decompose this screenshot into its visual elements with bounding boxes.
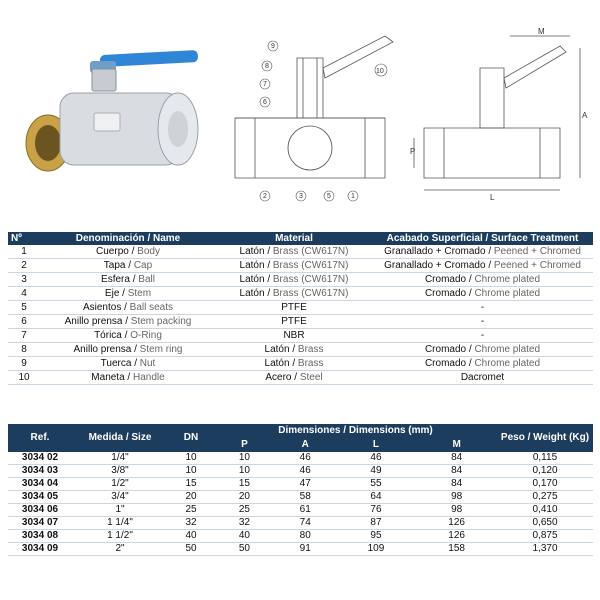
part-number: 4 — [8, 287, 40, 301]
part-treatment: - — [372, 315, 593, 329]
dim-a-cell: 58 — [275, 491, 336, 504]
dn-cell: 10 — [168, 452, 214, 465]
part-material: Latón / Brass — [216, 357, 372, 371]
part-material: NBR — [216, 329, 372, 343]
dim-a-cell: 46 — [275, 452, 336, 465]
weight-cell: 0,650 — [497, 517, 593, 530]
part-number: 10 — [8, 371, 40, 385]
part-name: Asientos / Ball seats — [40, 301, 216, 315]
col-dimensions: Dimensiones / Dimensions (mm) — [278, 425, 433, 436]
weight-cell: 0,170 — [497, 478, 593, 491]
part-treatment: Dacromet — [372, 371, 593, 385]
parts-table-row — [8, 315, 593, 329]
dim-a-cell: 61 — [275, 504, 336, 517]
ref-cell: 3034 07 — [8, 517, 72, 530]
dim-m-cell: 126 — [416, 530, 497, 543]
part-name: Eje / Stem — [40, 287, 216, 301]
dim-m-cell: 126 — [416, 517, 497, 530]
col-m: M — [452, 439, 461, 450]
part-name: Esfera / Ball — [40, 273, 216, 287]
size-cell: 3/4" — [72, 491, 168, 504]
parts-table-row — [8, 357, 593, 371]
dim-a-cell: 47 — [275, 478, 336, 491]
ref-cell: 3034 05 — [8, 491, 72, 504]
part-treatment: Granallado + Cromado / Peened + Chromed — [372, 259, 593, 273]
parts-table-row — [8, 371, 593, 385]
part-treatment: - — [372, 329, 593, 343]
parts-table-row — [8, 245, 593, 259]
dn-cell: 15 — [168, 478, 214, 491]
dim-l-cell: 87 — [336, 517, 417, 530]
size-cell: 1" — [72, 504, 168, 517]
dim-l-cell: 49 — [336, 465, 417, 478]
dims-table-row — [8, 478, 593, 491]
dimension-drawing — [410, 28, 590, 208]
part-material: Acero / Steel — [216, 371, 372, 385]
weight-cell: 0,115 — [497, 452, 593, 465]
part-treatment: Cromado / Chrome plated — [372, 273, 593, 287]
size-cell: 1/2" — [72, 478, 168, 491]
callout-10: 10 — [376, 68, 384, 75]
col-dn: DN — [183, 432, 199, 443]
part-material: Latón / Brass (CW617N) — [216, 245, 372, 259]
dim-p-cell: 32 — [214, 517, 275, 530]
ref-cell: 3034 08 — [8, 530, 72, 543]
size-cell: 1/4" — [72, 452, 168, 465]
part-treatment: Cromado / Chrome plated — [372, 343, 593, 357]
part-material: PTFE — [216, 315, 372, 329]
dim-p-cell: 50 — [214, 543, 275, 556]
dim-a-cell: 91 — [275, 543, 336, 556]
callout-6: 6 — [263, 99, 267, 106]
col-l: L — [372, 439, 380, 450]
dims-table-row — [8, 530, 593, 543]
parts-table-row — [8, 343, 593, 357]
dimensions-table — [8, 424, 593, 556]
parts-table-header — [8, 232, 593, 245]
col-name: Denominación / Name — [75, 233, 181, 244]
parts-table-row — [8, 287, 593, 301]
weight-cell: 0,275 — [497, 491, 593, 504]
dn-cell: 10 — [168, 465, 214, 478]
dim-p-cell: 15 — [214, 478, 275, 491]
part-number: 5 — [8, 301, 40, 315]
dims-table-row — [8, 504, 593, 517]
size-cell: 1 1/2" — [72, 530, 168, 543]
dim-p-cell: 10 — [214, 465, 275, 478]
dim-label-m: M — [538, 28, 545, 36]
dim-l-cell: 76 — [336, 504, 417, 517]
section-drawing — [225, 28, 395, 208]
size-cell: 3/8" — [72, 465, 168, 478]
parts-table-row — [8, 301, 593, 315]
ref-cell: 3034 09 — [8, 543, 72, 556]
part-material: Latón / Brass — [216, 343, 372, 357]
part-material: Latón / Brass (CW617N) — [216, 287, 372, 301]
parts-table-row — [8, 273, 593, 287]
dim-p-cell: 10 — [214, 452, 275, 465]
weight-cell: 0,410 — [497, 504, 593, 517]
part-number: 6 — [8, 315, 40, 329]
part-treatment: Cromado / Chrome plated — [372, 357, 593, 371]
part-name: Anillo prensa / Stem packing — [40, 315, 216, 329]
part-material: Latón / Brass (CW617N) — [216, 273, 372, 287]
dim-a-cell: 80 — [275, 530, 336, 543]
col-size: Medida / Size — [88, 432, 152, 443]
weight-cell: 0,875 — [497, 530, 593, 543]
dims-table-row — [8, 465, 593, 478]
dims-table-row — [8, 452, 593, 465]
dim-a-cell: 46 — [275, 465, 336, 478]
part-name: Tuerca / Nut — [40, 357, 216, 371]
dim-p-cell: 25 — [214, 504, 275, 517]
part-name: Tapa / Cap — [40, 259, 216, 273]
col-number: Nº — [11, 233, 22, 244]
dim-a-cell: 74 — [275, 517, 336, 530]
ref-cell: 3034 04 — [8, 478, 72, 491]
dims-table-row — [8, 543, 593, 556]
dim-m-cell: 98 — [416, 504, 497, 517]
part-number: 7 — [8, 329, 40, 343]
callout-8: 8 — [265, 63, 269, 70]
dims-table-header — [8, 424, 593, 438]
part-material: PTFE — [216, 301, 372, 315]
part-name: Anillo prensa / Stem ring — [40, 343, 216, 357]
col-ref: Ref. — [30, 432, 50, 443]
part-treatment: - — [372, 301, 593, 315]
part-name: Maneta / Handle — [40, 371, 216, 385]
callout-1: 1 — [351, 193, 355, 200]
parts-table — [8, 232, 593, 385]
col-material: Material — [275, 233, 313, 244]
dim-label-p: P — [410, 147, 416, 156]
col-a: A — [301, 439, 309, 450]
dim-l-cell: 64 — [336, 491, 417, 504]
dn-cell: 25 — [168, 504, 214, 517]
dim-label-a: A — [582, 111, 588, 120]
dim-m-cell: 158 — [416, 543, 497, 556]
size-cell: 2" — [72, 543, 168, 556]
parts-table-row — [8, 259, 593, 273]
part-number: 8 — [8, 343, 40, 357]
dim-p-cell: 20 — [214, 491, 275, 504]
dim-label-l: L — [490, 193, 495, 202]
part-treatment: Granallado + Cromado / Peened + Chromed — [372, 245, 593, 259]
part-name: Tórica / O-Ring — [40, 329, 216, 343]
dn-cell: 40 — [168, 530, 214, 543]
stem-nut — [92, 69, 116, 91]
weight-cell: 0,120 — [497, 465, 593, 478]
dn-cell: 50 — [168, 543, 214, 556]
dim-l-cell: 55 — [336, 478, 417, 491]
dims-table-row — [8, 491, 593, 504]
part-material: Latón / Brass (CW617N) — [216, 259, 372, 273]
callout-3: 3 — [299, 193, 303, 200]
size-cell: 1 1/4" — [72, 517, 168, 530]
callout-9: 9 — [271, 43, 275, 50]
part-number: 2 — [8, 259, 40, 273]
dim-m-cell: 98 — [416, 491, 497, 504]
dim-l-cell: 46 — [336, 452, 417, 465]
dim-l-cell: 95 — [336, 530, 417, 543]
ref-cell: 3034 02 — [8, 452, 72, 465]
part-treatment: Cromado / Chrome plated — [372, 287, 593, 301]
col-treatment: Acabado Superficial / Surface Treatment — [386, 233, 579, 244]
dim-m-cell: 84 — [416, 465, 497, 478]
ref-cell: 3034 06 — [8, 504, 72, 517]
dims-table-row — [8, 517, 593, 530]
callout-5: 5 — [327, 193, 331, 200]
part-number: 9 — [8, 357, 40, 371]
valve-photo — [20, 35, 200, 175]
ref-cell: 3034 03 — [8, 465, 72, 478]
dn-cell: 32 — [168, 517, 214, 530]
part-number: 3 — [8, 273, 40, 287]
part-name: Cuerpo / Body — [40, 245, 216, 259]
dim-l-cell: 109 — [336, 543, 417, 556]
weight-cell: 1,370 — [497, 543, 593, 556]
col-p: P — [241, 439, 248, 450]
part-number: 1 — [8, 245, 40, 259]
callout-2: 2 — [263, 193, 267, 200]
dim-p-cell: 40 — [214, 530, 275, 543]
callout-7: 7 — [263, 81, 267, 88]
col-weight: Peso / Weight (Kg) — [500, 432, 590, 443]
dn-cell: 20 — [168, 491, 214, 504]
parts-table-row — [8, 329, 593, 343]
dim-m-cell: 84 — [416, 452, 497, 465]
dim-m-cell: 84 — [416, 478, 497, 491]
